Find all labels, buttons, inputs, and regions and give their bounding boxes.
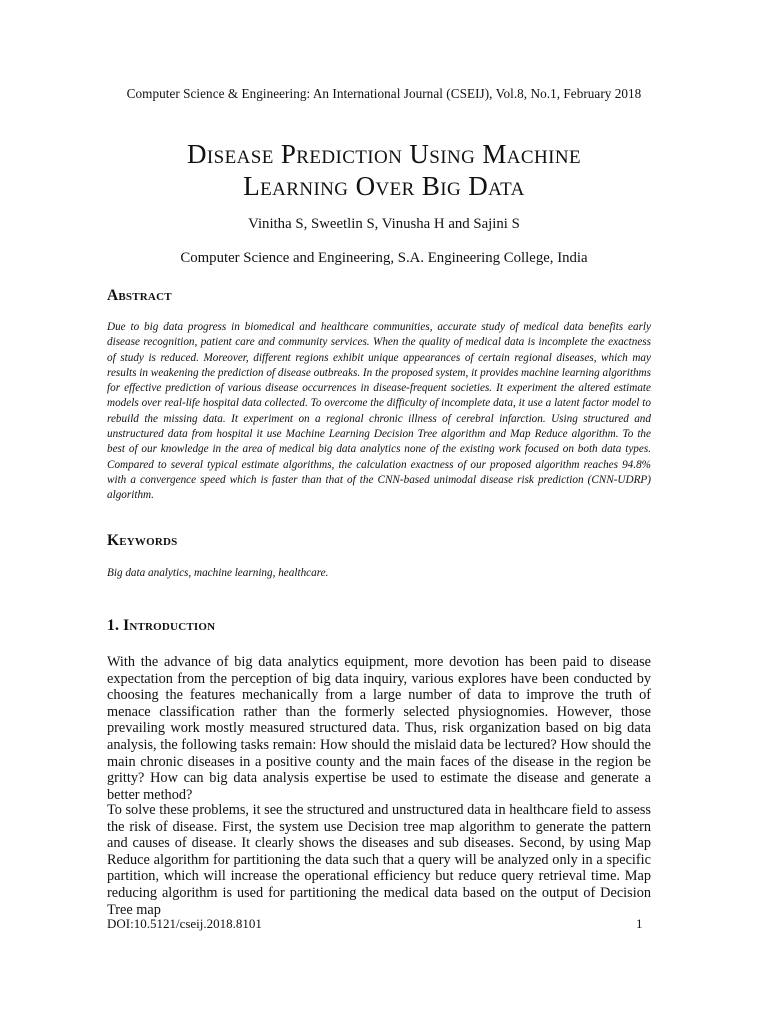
title-line-1: Disease Prediction Using Machine [187,139,581,169]
running-header: Computer Science & Engineering: An International Journal (CSEIJ), Vol.8, No.1, February 2018 [126,86,642,101]
introduction-heading: 1. Introduction [107,617,216,634]
author-list: Vinitha S, Sweetlin S, Vinusha H and Sajini S [248,216,520,232]
doi-footer: DOI:10.5121/cseij.2018.8101 [107,916,262,931]
affiliation: Computer Science and Engineering, S.A. Engineering College, India [180,250,588,266]
page-number: 1 [636,916,643,931]
introduction-paragraph-1: With the advance of big data analytics equipment, more devotion has been paid to disease expectation from the perception of big data inquiry, various explores have been conducted by choosing the features mechanically from a large number of data to improve the truth of menace classification rather than the formerly selected physiognomies. However, those prevailing work mostly measured structured data. Thus, risk organization based on big data analysis, the following tasks remain: How should the mislaid data be lectured? How should the main chronic diseases in a positive county and the main faces of the disease in the region be gritty? How can big data analysis expertise be used to estimate the disease and generate a better method? [107,654,651,803]
keywords-heading: Keywords [107,532,178,549]
abstract-heading: Abstract [107,287,172,304]
paper-title [0,138,768,202]
keywords-text: Big data analytics, machine learning, healthcare. [107,567,329,579]
title-line-2: Learning Over Big Data [243,171,525,201]
abstract-text: Due to big data progress in biomedical and healthcare communities, accurate study of medical data benefits early disease recognition, patient care and community services. When the quality of medical data is incomplete the exactness of study is reduced. Moreover, different regions exhibit unique appearances of certain regional diseases, which may results in weakening the prediction of disease outbreaks. In the proposed system, it provides machine learning algorithms for effective prediction of various disease occurrences in disease-frequent societies. It experiment the altered estimate models over real-life hospital data collected. To overcome the difficulty of incomplete data, it use a latent factor model to rebuild the missing data. It experiment on a regional chronic illness of cerebral infarction. Using structured and unstructured data from hospital it use Machine Learning Decision Tree algorithm and Map Reduce algorithm. To the best of our knowledge in the area of medical big data analytics none of the existing work focused on both data types. Compared to several typical estimate algorithms, the calculation exactness of our proposed algorithm reaches 94.8% with a convergence speed which is faster than that of the CNN-based unimodal disease risk prediction (CNN-UDRP) algorithm. [107,321,651,502]
introduction-paragraph-2: To solve these problems, it see the structured and unstructured data in healthcare field to assess the risk of disease. First, the system use Decision tree map algorithm to generate the pattern and causes of disease. It clearly shows the diseases and sub diseases. Second, by using Map Reduce algorithm for partitioning the data such that a query will be analyzed only in a specific partition, which will increase the operational efficiency but reduce query retrieval time. Map reducing algorithm is used for partitioning the medical data based on the output of Decision Tree map [107,802,651,918]
